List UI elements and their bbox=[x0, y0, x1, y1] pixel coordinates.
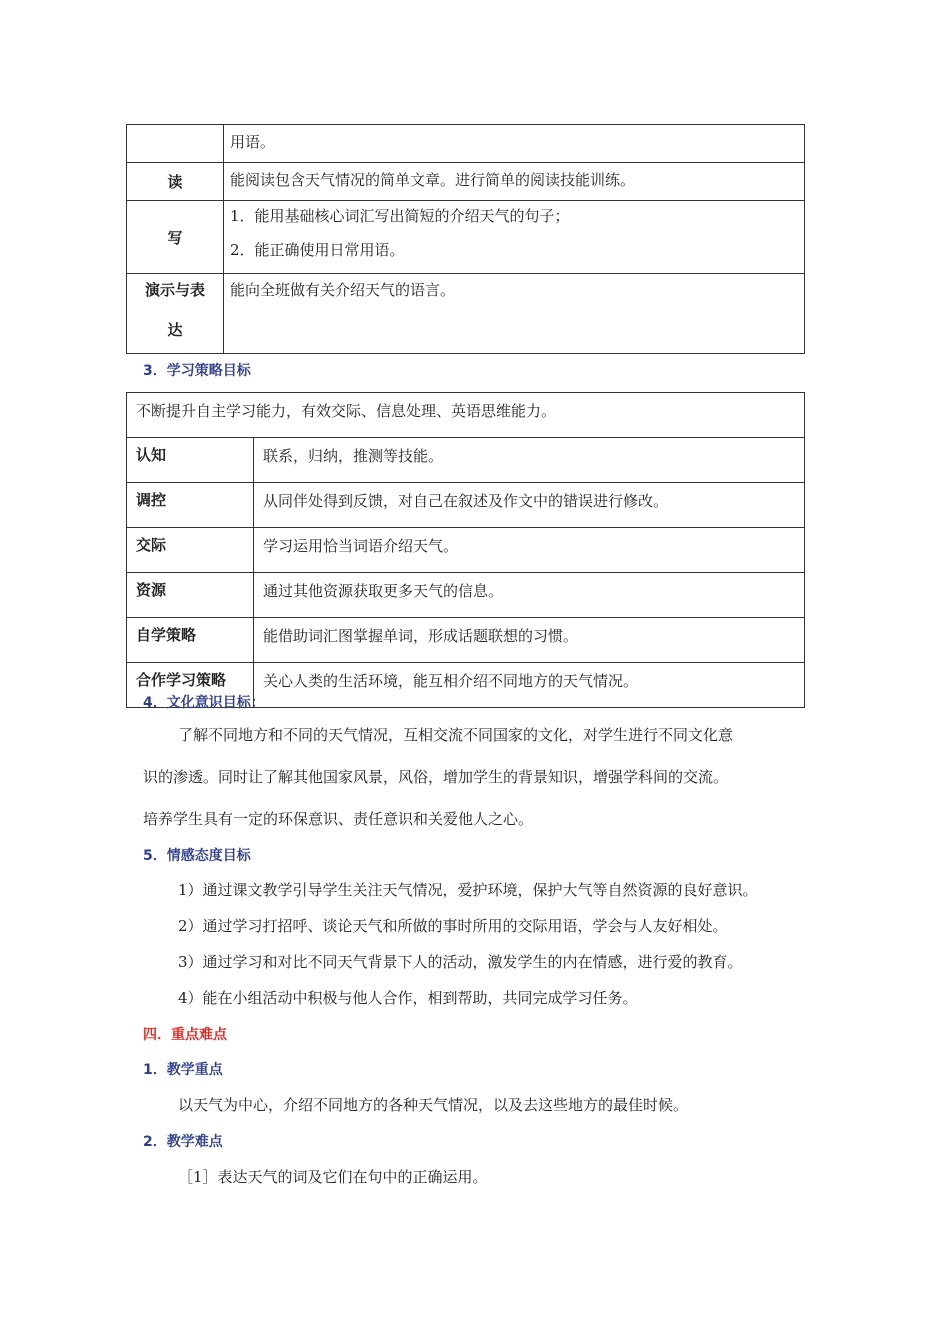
focus-text: 以天气为中心，介绍不同地方的各种天气情况，以及去这些地方的最佳时候。 bbox=[178, 1096, 689, 1114]
row-value: 联系，归纳，推测等技能。 bbox=[254, 438, 805, 483]
table-row bbox=[127, 274, 805, 354]
table-row bbox=[127, 573, 805, 618]
row-content: 能向全班做有关介绍天气的语言。 bbox=[224, 274, 805, 354]
row-content: 用语。 bbox=[224, 125, 805, 163]
row-value: 能借助词汇图掌握单词，形成话题联想的习惯。 bbox=[254, 618, 805, 663]
attitude-item: 4）能在小组活动中积极与他人合作，相到帮助，共同完成学习任务。 bbox=[178, 989, 638, 1007]
section-heading-strategy: 3．学习策略目标 bbox=[143, 363, 251, 379]
row-label-read: 读 bbox=[127, 163, 224, 201]
row-value: 通过其他资源获取更多天气的信息。 bbox=[254, 573, 805, 618]
difficulty-text: ［1］表达天气的词及它们在句中的正确运用。 bbox=[178, 1168, 488, 1186]
culture-paragraph-line: 识的渗透。同时让了解其他国家风景，风俗，增加学生的背景知识，增强学科间的交流。 bbox=[143, 768, 729, 786]
part-heading-key-points: 四．重点难点 bbox=[143, 1027, 227, 1043]
table-row bbox=[127, 483, 805, 528]
attitude-item: 2）通过学习打招呼、谈论天气和所做的事时所用的交际用语，学会与人友好相处。 bbox=[178, 917, 728, 935]
row-key: 合作学习策略 bbox=[127, 663, 254, 708]
section-heading-difficulty: 2．教学难点 bbox=[143, 1134, 223, 1150]
attitude-item: 1）通过课文教学引导学生关注天气情况，爱护环境，保护大气等自然资源的良好意识。 bbox=[178, 881, 758, 899]
row-key: 自学策略 bbox=[127, 618, 254, 663]
row-content: 能阅读包含天气情况的简单文章。进行简单的阅读技能训练。 bbox=[224, 163, 805, 201]
row-value: 从同伴处得到反馈，对自己在叙述及作文中的错误进行修改。 bbox=[254, 483, 805, 528]
culture-paragraph-line: 了解不同地方和不同的天气情况，互相交流不同国家的文化，对学生进行不同文化意 bbox=[178, 726, 734, 744]
row-label bbox=[127, 125, 224, 163]
culture-paragraph-line: 培养学生具有一定的环保意识、责任意识和关爱他人之心。 bbox=[143, 810, 534, 828]
table-row bbox=[127, 528, 805, 573]
table-row bbox=[127, 163, 805, 201]
row-key: 认知 bbox=[127, 438, 254, 483]
table-row bbox=[127, 201, 805, 274]
row-key: 调控 bbox=[127, 483, 254, 528]
row-key: 交际 bbox=[127, 528, 254, 573]
strategy-table bbox=[126, 392, 805, 708]
row-label-write: 写 bbox=[127, 201, 224, 274]
table-row bbox=[127, 393, 805, 438]
section-heading-attitude: 5．情感态度目标 bbox=[143, 848, 251, 864]
row-label-presentation: 演示与表 达 bbox=[127, 274, 224, 354]
table-row bbox=[127, 618, 805, 663]
row-value: 关心人类的生活环境，能互相介绍不同地方的天气情况。 bbox=[254, 663, 805, 708]
row-content: 1．能用基础核心词汇写出简短的介绍天气的句子； 2．能正确使用日常用语。 bbox=[224, 201, 805, 274]
table-row bbox=[127, 438, 805, 483]
table-header-cell: 不断提升自主学习能力，有效交际、信息处理、英语思维能力。 bbox=[127, 393, 805, 438]
attitude-item: 3）通过学习和对比不同天气背景下人的活动，激发学生的内在情感，进行爱的教育。 bbox=[178, 953, 743, 971]
section-heading-culture: 4．文化意识目标： bbox=[143, 695, 265, 711]
skills-table bbox=[126, 124, 805, 354]
row-key: 资源 bbox=[127, 573, 254, 618]
table-row bbox=[127, 125, 805, 163]
section-heading-focus: 1．教学重点 bbox=[143, 1062, 223, 1078]
row-value: 学习运用恰当词语介绍天气。 bbox=[254, 528, 805, 573]
